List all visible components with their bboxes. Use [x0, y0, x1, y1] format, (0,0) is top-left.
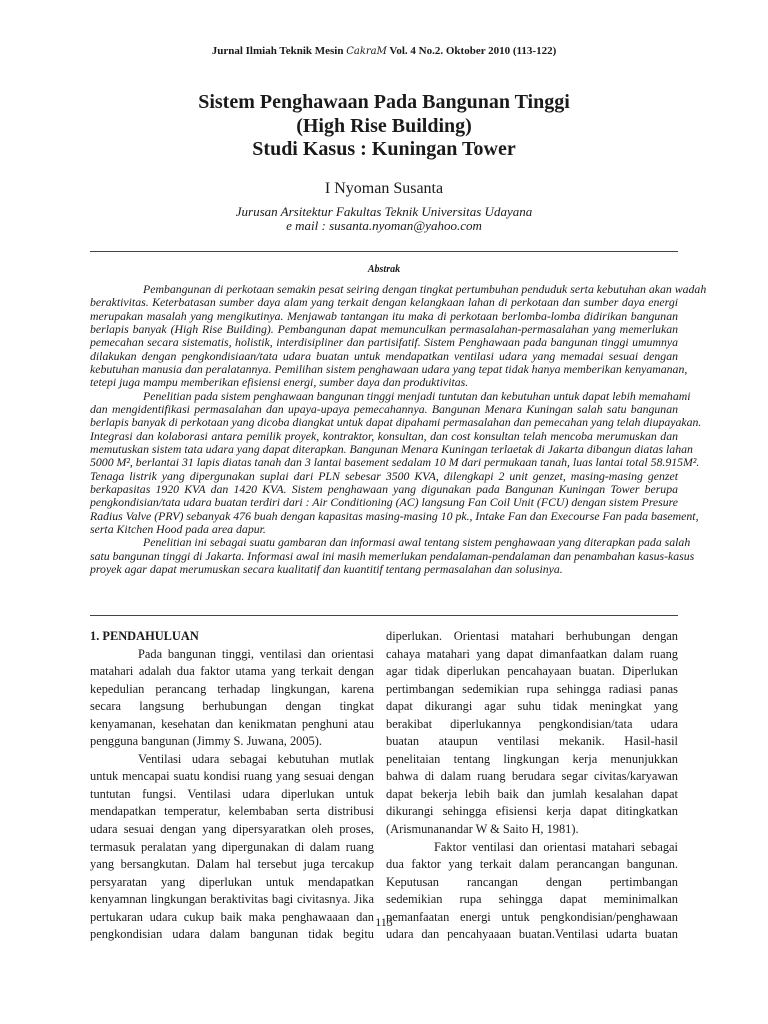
text-line: Pembangunan di perkotaan semakin pesat seiring dengan tingkat pertumbuhan penduduk serta kebutuhan akan wadah — [143, 282, 707, 296]
author-name: I Nyoman Susanta — [324, 180, 444, 197]
text-line: merupakan masalah yang mengikutinya. Menjawab tantangan itu maka di perkotaan berlomba-lomba didirikan bangunan — [90, 308, 678, 323]
text-line: dapat dikurangi agar suhu tidak meningkat yang — [386, 699, 678, 714]
text-line: termasuk peralatan yang dipergunakan di dalam ruang — [90, 839, 374, 854]
journal-header — [0, 45, 768, 57]
text-line: Keputusan rancangan dengan pertimbangan — [386, 874, 678, 889]
text-line: dapat bekerja lebih baik dan jumlah kesalahan dapat — [386, 786, 678, 801]
text-line: memutuskan sistem tata udara yang dapat diterapkan. Bangunan Menara Kuningan terlaetak di Jakarta dibangun diatas lahan — [90, 441, 693, 456]
text-line: Faktor ventilasi dan orientasi matahari sebagai — [434, 839, 678, 854]
journal-logo: CakraM — [346, 46, 387, 57]
paper-title-line-2: (High Rise Building) — [296, 115, 472, 137]
text-line: kebutuhan manusia dan peralatannya. Pemilihan sistem penghawaan udara yang tepat tidak hanya memberikan kenyamanan, — [90, 361, 688, 376]
text-line: Penelitian ini sebagai suatu gambaran dan informasi awal tentang sistem penghawaan yang diterapkan pada salah — [143, 535, 691, 550]
page-number: 113 — [375, 915, 393, 929]
text-line: bahwa di dalam ruang berudara segar civitas/karyawan — [386, 769, 678, 784]
abstract-body — [90, 282, 707, 576]
author-affiliation: Jurusan Arsitektur Fakultas Teknik Universitas Udayana — [235, 204, 533, 219]
section-heading: 1. PENDAHULUAN — [90, 629, 199, 643]
text-line: cahaya matahari yang dapat dimanfaatkan dalam ruang — [386, 646, 678, 661]
text-line: proyek agar dapat merumuskan secara kualitatif dan kuantitif tentang permasalahan dan solusinya. — [90, 561, 563, 576]
text-line: berkapasitas 1920 KVA dan 1420 KVA. Sistem penghawaan yang digunakan pada Bangunan Kuningan Tower berupa — [90, 481, 678, 496]
journal-issue: Vol. 4 No.2. Oktober 2010 (113-122) — [386, 45, 557, 57]
text-line: berakibat diperlukannya pengkondisian/tata udara — [386, 716, 678, 731]
text-line: dan mengidentifikasi permasalahan dan upaya-upaya pemecahannya. Bangunan Menara Kuningan salah satu bangunan — [90, 401, 678, 416]
text-line: kenyamnan lingkungan beraktivitas bagi civitasnya. Jika — [90, 892, 374, 907]
text-line: matahari adalah dua faktor utama yang terkait dengan — [90, 664, 374, 679]
left-column — [90, 628, 374, 944]
text-line: kenyamanan, kesehatan dan kenikmatan penghuni atau — [90, 716, 374, 731]
text-line: (Arismunanandar W & Saito H, 1981). — [386, 822, 579, 837]
author-email: e mail : susanta.nyoman@yahoo.com — [286, 218, 482, 233]
text-line: Pada bangunan tinggi, ventilasi dan orientasi — [138, 646, 374, 661]
abstract-heading: Abstrak — [367, 264, 401, 275]
text-line: buatan ataupun ventilasi mekanik. Hasil-hasil — [386, 734, 678, 749]
text-line: Penelitian pada sistem penghawaan bangunan tinggi menjadi tuntutan dan kebutuhan untuk dapat lebih memahami — [143, 388, 691, 403]
text-line: pertukaran udara cukup baik maka penghawaaan dan — [90, 909, 374, 924]
text-line: mendapatkan temperatur, kelembaban serta distribusi — [90, 804, 374, 819]
text-line: penelitaian tentang lingkungan kerja menunjukkan — [386, 751, 678, 766]
text-line: kepedulian perancang terhadap lingkungan, karena — [90, 681, 374, 696]
text-line: pemecahan secara sistematis, holistik, interdisipliner dan partisifatif. Sistem Penghawaan pada bangunan tinggi umumnya — [90, 335, 678, 350]
text-line: tuntutan fungsi. Ventilasi udara diperlukan untuk — [90, 786, 374, 801]
text-line: dua faktor yang terkait dalam perancangan bangunan. — [386, 857, 678, 872]
text-line: pengguna bangunan (Jimmy S. Juwana, 2005). — [90, 734, 322, 749]
text-line: udara sesuai dengan yang dipersyaratkan oleh proses, — [90, 822, 374, 837]
text-line: dikurangi sehingga efisiensi kerja dapat ditingkatkan — [386, 804, 678, 819]
text-line: untuk mencapai suatu kondisi ruang yang sesuai dengan — [90, 769, 374, 784]
text-line: pengkondisian udara dalam bangunan tidak begitu — [90, 927, 374, 942]
text-line: tetepi juga mampu memberikan efisiensi energi, sumber daya dan produktivitas. — [90, 375, 469, 390]
text-line: Ventilasi udara sebagai kebutuhan mutlak — [138, 751, 374, 766]
text-line: beraktivitas. Keterbatasan sumber daya alam yang terkait dengan kelangkaan lahan di perkotaan dan sumber daya energi — [90, 295, 678, 310]
text-line: berlapis banyak (High Rise Building). Pembangunan dapat memunculkan permasalahan-permasalahan yang memerlukan — [90, 321, 678, 336]
text-line: agar tidak diperlukan pencahayaan buatan. Diperlukan — [386, 664, 678, 679]
text-line: berlapis banyak di perkotaan yang dicoba diangkat untuk dapat dipahami permasalahan dan pemecahan yang telah diupayakan. — [90, 415, 702, 430]
divider — [90, 615, 678, 616]
text-line: Integrasi dan kolaborasi antara pemilik proyek, kontraktor, konsultan, dan cost konsultan telah mencoba merumuskan dan — [90, 428, 678, 443]
text-line: persyaratan yang diperlukan untuk mendapatkan — [90, 874, 374, 889]
text-line: 5000 M², berlantai 31 lapis diatas tanah dan 3 lantai basement sedalam 10 M dari permukaan tanah, luas lantai total 58.915M². — [90, 455, 700, 470]
text-line: satu bangunan tinggi di Jakarta. Informasi awal ini masih memerlukan pendalaman-pendalaman dan penambahan kasus-kasus — [90, 548, 695, 563]
text-line: sedemikian rupa sehingga dapat meminimalkan — [386, 892, 678, 907]
journal-name: Jurnal Ilmiah Teknik Mesin — [211, 45, 347, 57]
text-line: diperlukan. Orientasi matahari berhubungan dengan — [386, 629, 678, 643]
text-line: pemanfaatan energi untuk pengkondisian/penghawaan — [386, 909, 678, 924]
right-column — [386, 628, 678, 944]
paper-title-line-3: Studi Kasus : Kuningan Tower — [252, 138, 516, 160]
divider — [90, 251, 678, 252]
text-line: serta Kitchen Hood pada area dapur. — [90, 521, 266, 536]
text-line: pengkondisian/tata udara buatan terdiri dari : Air Conditioning (AC) langsung Fan Coil Unit (FCU) dengan sistem Presure — [90, 495, 678, 510]
text-line: Radius Valve (PRV) sebanyak 476 buah dengan kapasitas masing-masing 10 pk., Intake Fan dan Execourse Fan pada basement, — [90, 508, 699, 523]
text-line: dilakukan dengan pengkondisiaan/tata udara buatan untuk mendapatkan ventilasi udara yang memadai sesuai dengan — [90, 348, 678, 363]
text-line: pertimbangan sedemikian rupa sehingga radiasi panas — [386, 681, 678, 696]
text-line: yang bersangkutan. Dalam hal tersebut juga tercakup — [90, 857, 374, 872]
text-line: Tenaga listrik yang dipergunakan suplai dari PLN sebesar 3500 KVA, dilengkapi 2 unit genzet, masing-masing genzet — [90, 468, 678, 483]
paper-title-line-1: Sistem Penghawaan Pada Bangunan Tinggi — [198, 91, 570, 113]
text-line: secara langsung berhubungan dengan tingkat — [90, 699, 374, 714]
text-line: udara dan pencahyaaan buatan.Ventilasi udarta buatan — [386, 927, 678, 942]
